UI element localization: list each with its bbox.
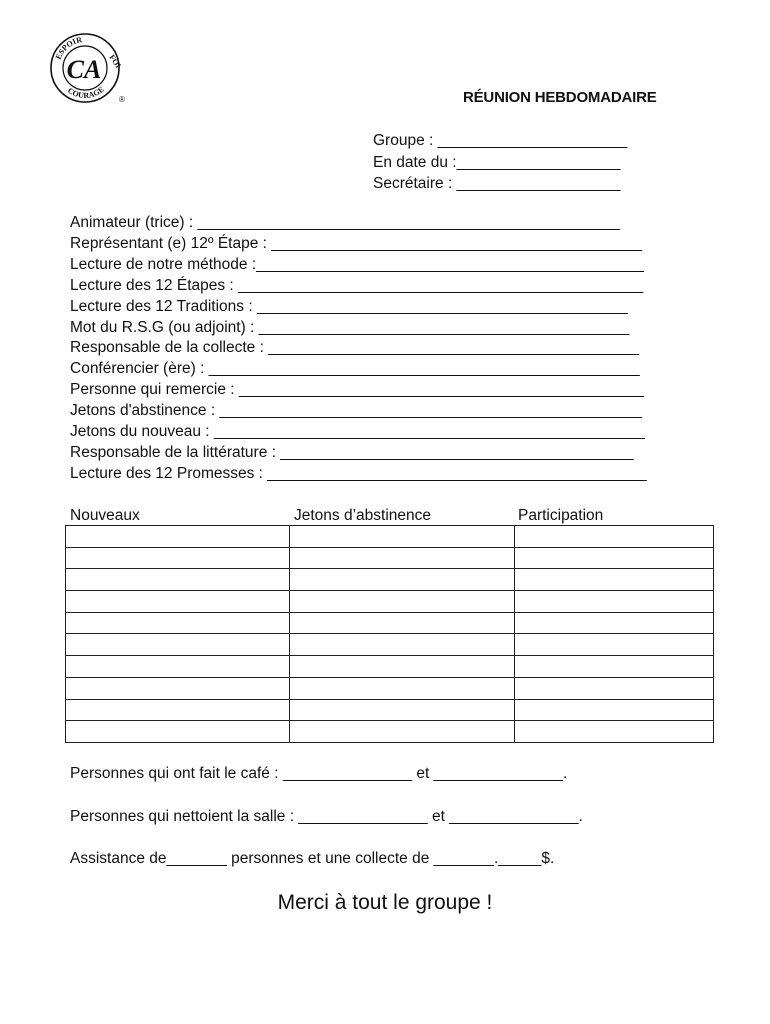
- table-cell[interactable]: [66, 612, 290, 634]
- role-field[interactable]: Jetons du nouveau : __________________________________________________: [70, 423, 645, 441]
- table-row: [66, 569, 714, 591]
- table-cell[interactable]: [290, 547, 515, 569]
- role-field[interactable]: Représentant (e) 12º Étape : ___________________________________________: [70, 234, 642, 252]
- table-cell[interactable]: [515, 569, 714, 591]
- role-field[interactable]: Lecture des 12 Traditions : ___________________________________________: [70, 297, 628, 315]
- secretary-field[interactable]: Secrétaire : ___________________: [373, 175, 621, 192]
- table-cell[interactable]: [290, 699, 515, 721]
- table-cell[interactable]: [66, 526, 290, 548]
- table-cell[interactable]: [290, 656, 515, 678]
- table-row: [66, 656, 714, 678]
- table-cell[interactable]: [290, 721, 515, 743]
- closing-message: Merci à tout le groupe !: [277, 891, 493, 914]
- role-field[interactable]: Jetons d'abstinence : _________________________________________________: [70, 402, 642, 420]
- table-cell[interactable]: [515, 656, 714, 678]
- table-cell[interactable]: [66, 547, 290, 569]
- date-field[interactable]: En date du :___________________: [373, 153, 621, 171]
- attendance-line[interactable]: Assistance de_______ personnes et une collecte de _______._____$.: [70, 850, 555, 867]
- role-field[interactable]: Mot du R.S.G (ou adjoint) : ___________________________________________: [70, 318, 630, 336]
- table-cell[interactable]: [66, 634, 290, 656]
- table-row: [66, 721, 714, 743]
- cleaning-line[interactable]: Personnes qui nettoient la salle : _______________ et _______________.: [70, 808, 583, 825]
- table-cell[interactable]: [66, 591, 290, 613]
- header-fields: [373, 130, 627, 195]
- table-cell[interactable]: [515, 721, 714, 743]
- table-row: [66, 591, 714, 613]
- table-row: [66, 634, 714, 656]
- table-row: [66, 677, 714, 699]
- table-cell[interactable]: [515, 634, 714, 656]
- logo-registered-mark: ®: [119, 95, 125, 104]
- role-field[interactable]: Lecture des 12 Promesses : ____________________________________________: [70, 464, 647, 482]
- role-field[interactable]: Conférencier (ère) : __________________________________________________: [70, 360, 640, 378]
- table-cell[interactable]: [515, 677, 714, 699]
- ca-logo: [47, 30, 127, 106]
- table-cell[interactable]: [290, 612, 515, 634]
- table-cell[interactable]: [290, 569, 515, 591]
- table-row: [66, 612, 714, 634]
- role-field[interactable]: Animateur (trice) : _________________________________________________: [70, 214, 620, 231]
- table-cell[interactable]: [66, 656, 290, 678]
- attendance-table: [65, 525, 714, 743]
- table-cell[interactable]: [515, 612, 714, 634]
- column-header-participation: Participation: [518, 507, 604, 524]
- group-field[interactable]: Groupe : ______________________: [373, 132, 628, 149]
- role-field[interactable]: Lecture des 12 Étapes : _______________________________________________: [70, 276, 644, 294]
- table-cell[interactable]: [66, 699, 290, 721]
- page-title: RÉUNION HEBDOMADAIRE: [463, 89, 657, 106]
- table-row: [66, 547, 714, 569]
- table-cell[interactable]: [66, 721, 290, 743]
- table-cell[interactable]: [515, 526, 714, 548]
- table-row: [66, 526, 714, 548]
- logo-arc-bottom: COURAGE: [65, 84, 106, 101]
- table-cell[interactable]: [515, 547, 714, 569]
- role-field[interactable]: Responsable de la littérature : _________________________________________: [70, 443, 634, 461]
- role-field[interactable]: Personne qui remercie : _______________________________________________: [70, 381, 645, 399]
- table-cell[interactable]: [290, 591, 515, 613]
- table-cell[interactable]: [515, 699, 714, 721]
- table-cell[interactable]: [515, 591, 714, 613]
- table-row: [66, 699, 714, 721]
- role-field[interactable]: Responsable de la collecte : ___________________________________________: [70, 339, 639, 357]
- logo-arc-right: FOI: [107, 52, 123, 70]
- role-field[interactable]: Lecture de notre méthode :_____________________________________________: [70, 255, 645, 273]
- roles-list: [70, 213, 647, 485]
- logo-initials: CA: [66, 55, 102, 84]
- column-header-nouveaux: Nouveaux: [70, 507, 140, 524]
- table-cell[interactable]: [290, 677, 515, 699]
- cafe-line[interactable]: Personnes qui ont fait le café : _______________ et _______________.: [70, 765, 568, 782]
- table-cell[interactable]: [290, 526, 515, 548]
- column-header-jetons: Jetons d’abstinence: [294, 507, 432, 524]
- logo-arc-top: ESPOIR: [53, 35, 83, 61]
- table-cell[interactable]: [66, 677, 290, 699]
- table-cell[interactable]: [290, 634, 515, 656]
- table-cell[interactable]: [66, 569, 290, 591]
